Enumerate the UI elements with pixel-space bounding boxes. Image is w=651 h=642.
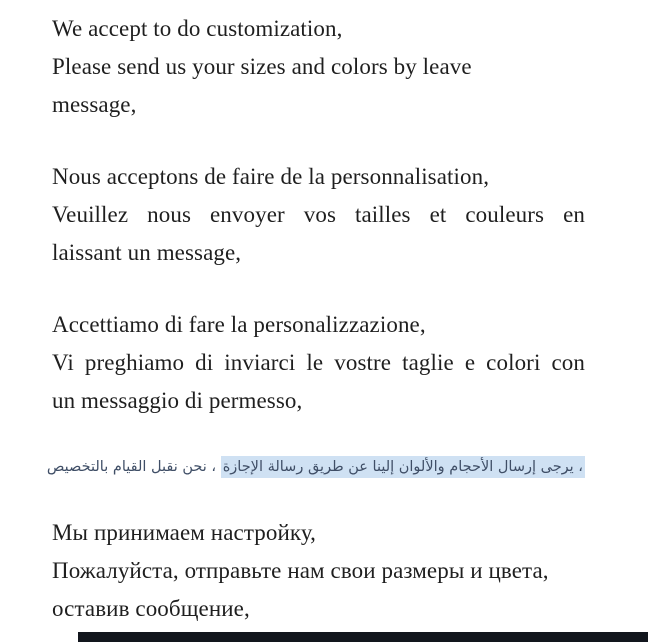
- arabic-highlighted-text: ، يرجى إرسال الأحجام والألوان إلينا عن طريق رسالة الإجازة: [221, 456, 585, 478]
- paragraph-english: [52, 10, 585, 124]
- paragraph-arabic: [46, 454, 585, 480]
- russian-line-1: Мы принимаем настройку,: [52, 520, 316, 545]
- french-line-3: laissant un message,: [52, 240, 242, 265]
- english-line-2: Please send us your sizes and colors by leave: [52, 54, 472, 79]
- russian-line-2: Пожалуйста, отправьте нам свои размеры и цвета,: [52, 558, 549, 583]
- arabic-plain-text: ، نحن نقبل القيام بالتخصيص: [46, 459, 217, 475]
- italian-line-2: Vi preghiamo di inviarci le vostre taglie e colori con: [52, 350, 585, 375]
- english-line-1: We accept to do customization,: [52, 16, 343, 41]
- italian-line-1: Accettiamo di fare la personalizzazione,: [52, 312, 426, 337]
- french-line-1: Nous acceptons de faire de la personnalisation,: [52, 164, 490, 189]
- french-line-2: Veuillez nous envoyer vos tailles et couleurs en: [52, 202, 585, 227]
- bottom-dark-bar: [78, 632, 648, 642]
- english-line-3: message,: [52, 92, 137, 117]
- italian-line-3: un messaggio di permesso,: [52, 388, 303, 413]
- russian-line-3: оставив сообщение,: [52, 596, 250, 621]
- paragraph-italian: [52, 306, 585, 420]
- paragraph-french: [52, 158, 585, 272]
- paragraph-russian: [52, 514, 585, 628]
